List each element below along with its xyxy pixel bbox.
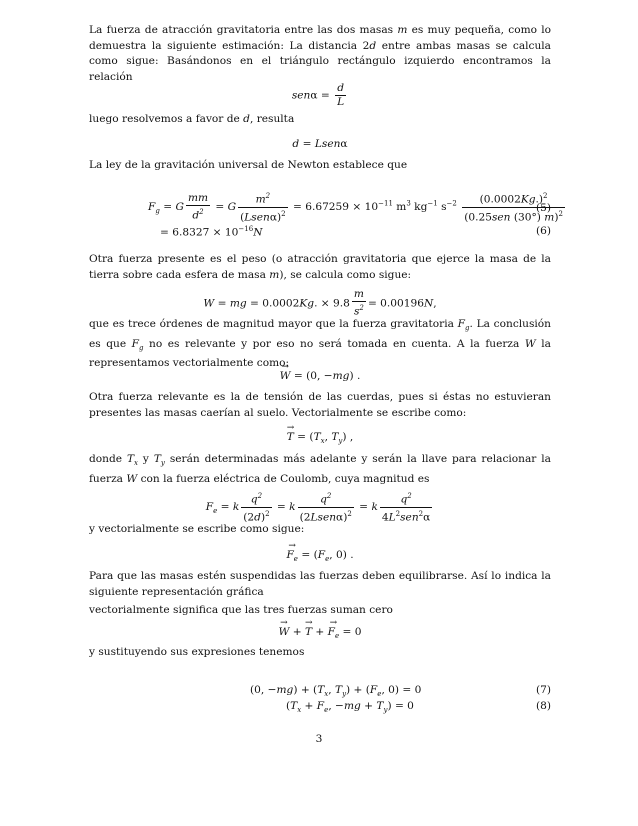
- equation-fg-line1: $F_g = G$ $\frac{mm}{d^2}$ = G $\frac{m^2}{(Lsen\alpha)^2}$ = $6.67259 \times 10^{-11}$ $m^3$ $kg^{-1}$ $s^{-2}$ $\frac{(0.0002Kg.)^2}{(0.25sen (30^\circ) m)^2}$: [148, 191, 563, 224]
- equation-d: d = Lsenα: [292, 138, 348, 150]
- equation-w-vector: → W = (0, −mg) .: [89, 370, 551, 382]
- equation-number-7: (7): [535, 684, 551, 696]
- paragraph-intro: La fuerza de atracción gravitatoria entre las dos masas m es muy pequeña, como lo demuestra la siguiente estimación: La distancia 2d entre ambas masas se calcula como sigue: Basándonos en el triángulo rectángulo izquierdo encontramos la relación: [89, 24, 552, 83]
- equation-8: ($T_x + F_e$, $-mg + T_y) = 0$: [286, 700, 414, 715]
- equation-sin-alpha: senα = $\frac{d}{L}$: [291, 82, 345, 108]
- equation-number-5: (5): [535, 202, 551, 214]
- paragraph-substitute: y sustituyendo sus expresiones tenemos: [89, 646, 305, 658]
- equation-weight: W = mg = 0.0002Kg. × 9.8 $\frac{m}{s^2}$ = 0.00196N,: [203, 288, 437, 318]
- paragraph-equilibrium: Para que las masas estén suspendidas las fuerzas deben equilibrarse. Así lo indica la siguiente representación gráfica: [89, 570, 551, 598]
- equation-number-6: (6): [535, 225, 551, 237]
- equation-fg-line2: = $6.8327 \times 10^{-16}N$: [160, 225, 263, 239]
- equation-number-8: (8): [535, 700, 551, 712]
- equation-7: (0, $-mg) + (T_x$, $T_y) + (F_e$, 0) = 0: [250, 684, 422, 699]
- page-number: 3: [315, 733, 323, 745]
- paragraph-vector-form: y vectorialmente se escribe como sigue:: [89, 523, 305, 535]
- equation-fe-vector: → $F_e = (F_e$, 0) .: [89, 549, 551, 563]
- paragraph-weight: Otra fuerza presente es el peso (o atracción gravitatoria que ejerce la masa de la tierra sobre cada esfera de masa m), se calcula como sigue:: [89, 253, 551, 281]
- paragraph-sum-zero: vectorialmente significa que las tres fuerzas suman cero: [89, 604, 393, 616]
- paragraph-tension: Otra fuerza relevante es la de tensión de las cuerdas, pues si éstas no estuvieran presentes las masas caerían al suelo. Vectorialmente se escribe como:: [89, 391, 551, 419]
- paragraph-coulomb: donde $T_x$ y $T_y$ serán determinadas más adelante y serán la llave para relacionar la fuerza W con la fuerza eléctrica de Coulomb, cuya magnitud es: [89, 453, 551, 485]
- equation-t-vector: → $T = (T_x$, $T_y$) ,: [89, 431, 551, 445]
- equation-coulomb: $F_e = k$ $\frac{q^2}{(2d)^2}$ = k $\frac{q^2}{(2Lsen\alpha)^2}$ = k $\frac{q^2}{4L^2sen^2\alpha}$: [205, 492, 431, 524]
- paragraph-solve-d: luego resolvemos a favor de d, resulta: [89, 113, 295, 125]
- paragraph-newton-law: La ley de la gravitación universal de Newton establece que: [89, 159, 408, 171]
- equation-force-sum: → W + → T + → $F_e = 0$: [89, 626, 551, 640]
- paragraph-magnitude-compare: que es trece órdenes de magnitud mayor que la fuerza gravitatoria $F_g$. La conclusión es que $F_g$ no es relevante y por eso no será tomada en cuenta. A la fuerza W la representamos vectorialmente como:: [89, 318, 551, 370]
